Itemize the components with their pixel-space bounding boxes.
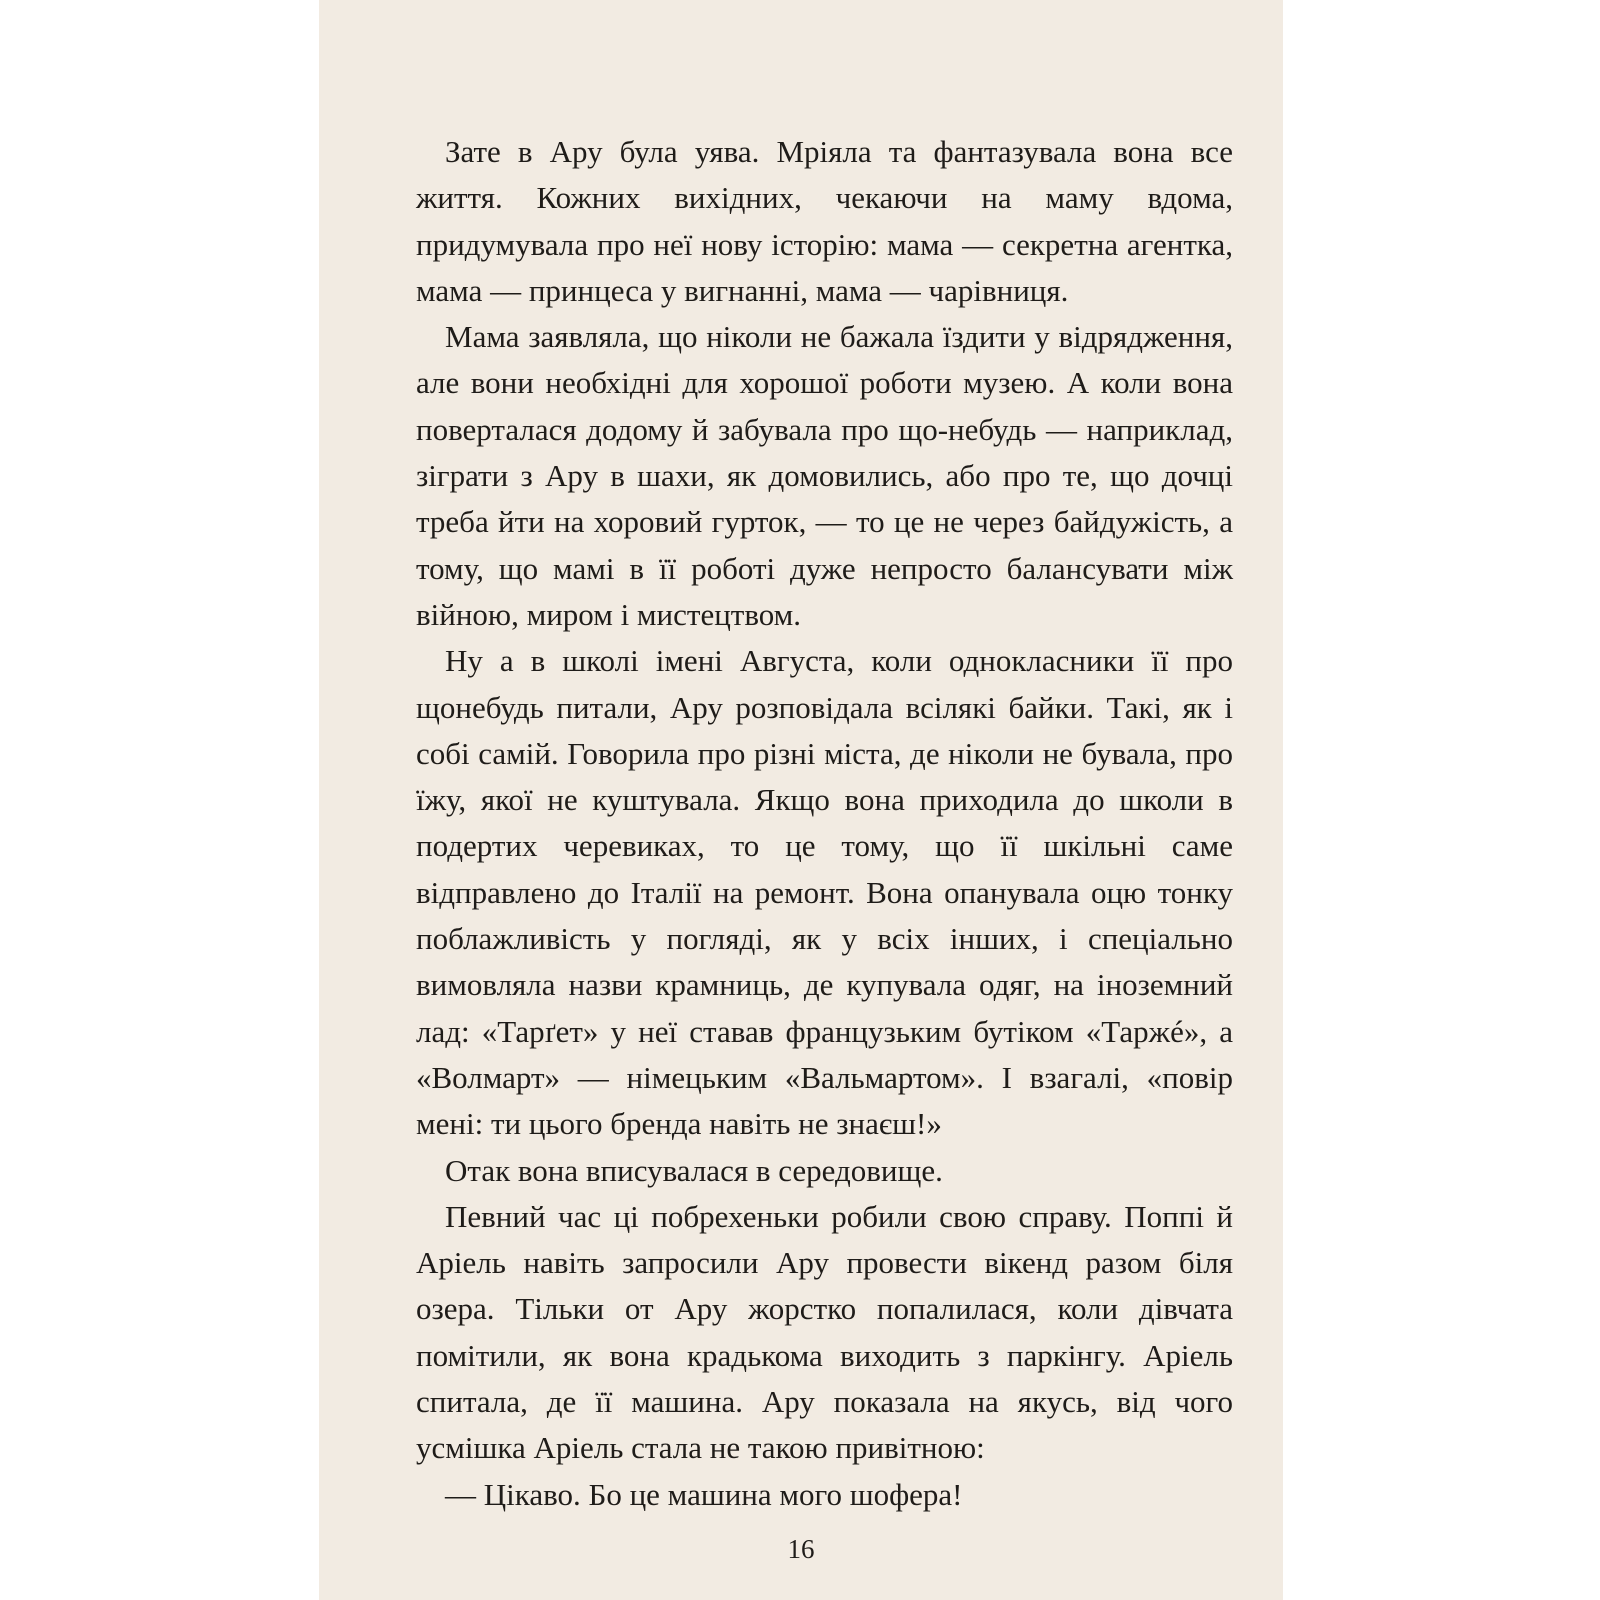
paragraph-3: Ну а в школі імені Августа, коли однокласники її про щонебудь питали, Ару розповідала всілякі байки. Такі, як і собі самій. Говорила про різні міста, де ніколи не бувала, про їжу, якої не куштувала. Якщо вона приходила до школи в подертих черевиках, то це тому, що її шкільні саме відправлено до Італії на ремонт. Вона опанувала оцю тонку поблажливість у погляді, як у всіх інших, і спеціально вимовляла назви крамниць, де купувала одяг, на іноземний лад: «Тарґет» у неї ставав французьким бутіком «Таржé», а «Волмарт» — німецьким «Вальмартом». І взагалі, «повір мені: ти цього бренда навіть не знаєш!» [416,643,1233,1142]
paragraph-4: Отак вона вписувалася в середовище. [445,1152,943,1188]
page-number: 16 [787,1534,815,1564]
body-text [416,129,1233,1518]
paragraph-1: Зате в Ару була уява. Мріяла та фантазувала вона все життя. Кожних вихідних, чекаючи на маму вдома, придумувала про неї нову історію: мама — секретна агентка, мама — принцеса у вигнанні, мама — чарівниця. [416,134,1233,308]
paragraph-6: — Цікаво. Бо це машина мого шофера! [445,1476,963,1512]
paragraph-5: Певний час ці побрехеньки робили свою справу. Поппі й Аріель навіть запросили Ару провести вікенд разом біля озера. Тільки от Ару жорстко попалилася, коли дівчата помітили, як вона крадькома виходить з паркінгу. Аріель спитала, де її машина. Ару показала на якусь, від чого усмішка Аріель стала не такою привітною: [416,1198,1233,1466]
book-page [319,0,1283,1600]
paragraph-2: Мама заявляла, що ніколи не бажала їздити у відрядження, але вони необхідні для хорошої роботи музею. А коли вона поверталася додому й забувала про що-небудь — наприклад, зіграти з Ару в шахи, як домовились, або про те, що дочці треба йти на хоровий гурток, — то це не через байдужість, а тому, що мамі в її роботі дуже непросто балансувати між війною, миром і мистецтвом. [416,319,1233,632]
